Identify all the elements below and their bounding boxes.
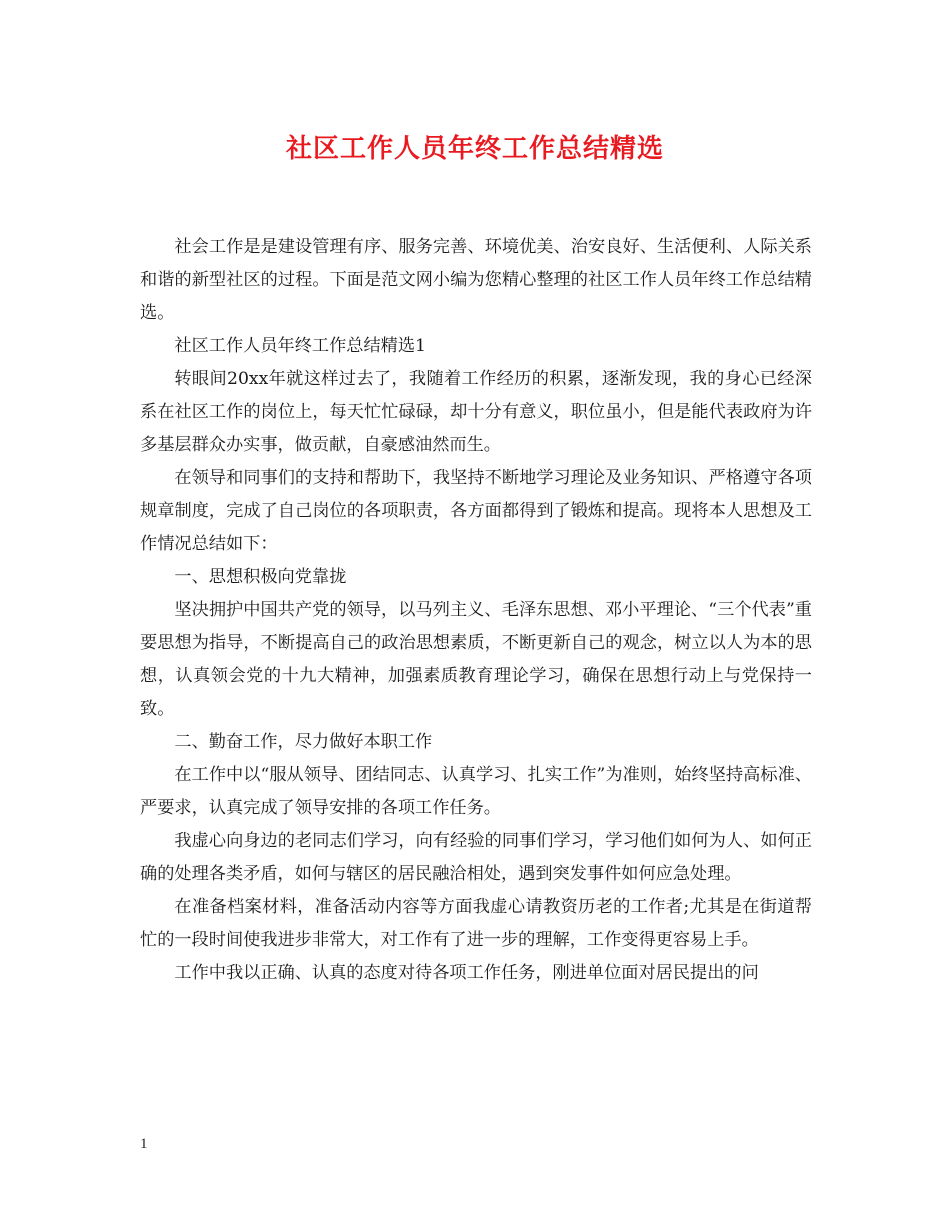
- paragraph: 在准备档案材料，准备活动内容等方面我虚心请教资历老的工作者;尤其是在街道帮忙的一段时间使我进步非常大，对工作有了进一步的理解，工作变得更容易上手。: [140, 897, 812, 950]
- paragraph: 在工作中以“服从领导、团结同志、认真学习、扎实工作”为准则，始终坚持高标准、严要求，认真完成了领导安排的各项工作任务。: [140, 765, 812, 818]
- document-body: [140, 231, 812, 990]
- document-title: 社区工作人员年终工作总结精选: [285, 134, 664, 164]
- paragraph: 工作中我以正确、认真的态度对待各项工作任务，刚进单位面对居民提出的问: [174, 963, 759, 983]
- paragraph: 在领导和同事们的支持和帮助下，我坚持不断地学习理论及业务知识、严格遵守各项规章制度，完成了自己岗位的各项职责，各方面都得到了锻炼和提高。现将本人思想及工作情况总结如下：: [140, 468, 812, 554]
- paragraph: 转眼间20xx年就这样过去了，我随着工作经历的积累，逐渐发现，我的身心已经深系在社区工作的岗位上，每天忙忙碌碌，却十分有意义，职位虽小，但是能代表政府为许多基层群众办实事，做贡献，自豪感油然而生。: [140, 369, 812, 455]
- paragraph: 坚决拥护中国共产党的领导，以马列主义、毛泽东思想、邓小平理论、“三个代表”重要思想为指导，不断提高自己的政治思想素质，不断更新自己的观念，树立以人为本的思想，认真领会党的十九大精神，加强素质教育理论学习，确保在思想行动上与党保持一致。: [140, 600, 812, 719]
- paragraph-intro: 社会工作是是建设管理有序、服务完善、环境优美、治安良好、生活便利、人际关系和谐的新型社区的过程。下面是范文网小编为您精心整理的社区工作人员年终工作总结精选。: [140, 237, 812, 323]
- section-heading-1: 一、思想积极向党靠拢: [174, 567, 347, 587]
- page-number: 1: [140, 1136, 148, 1152]
- section-heading-2: 二、勤奋工作，尽力做好本职工作: [174, 732, 433, 752]
- paragraph: 我虚心向身边的老同志们学习，向有经验的同事们学习，学习他们如何为人、如何正确的处理各类矛盾，如何与辖区的居民融洽相处，遇到突发事件如何应急处理。: [140, 831, 812, 884]
- paragraph-subheading: 社区工作人员年终工作总结精选1: [174, 336, 426, 356]
